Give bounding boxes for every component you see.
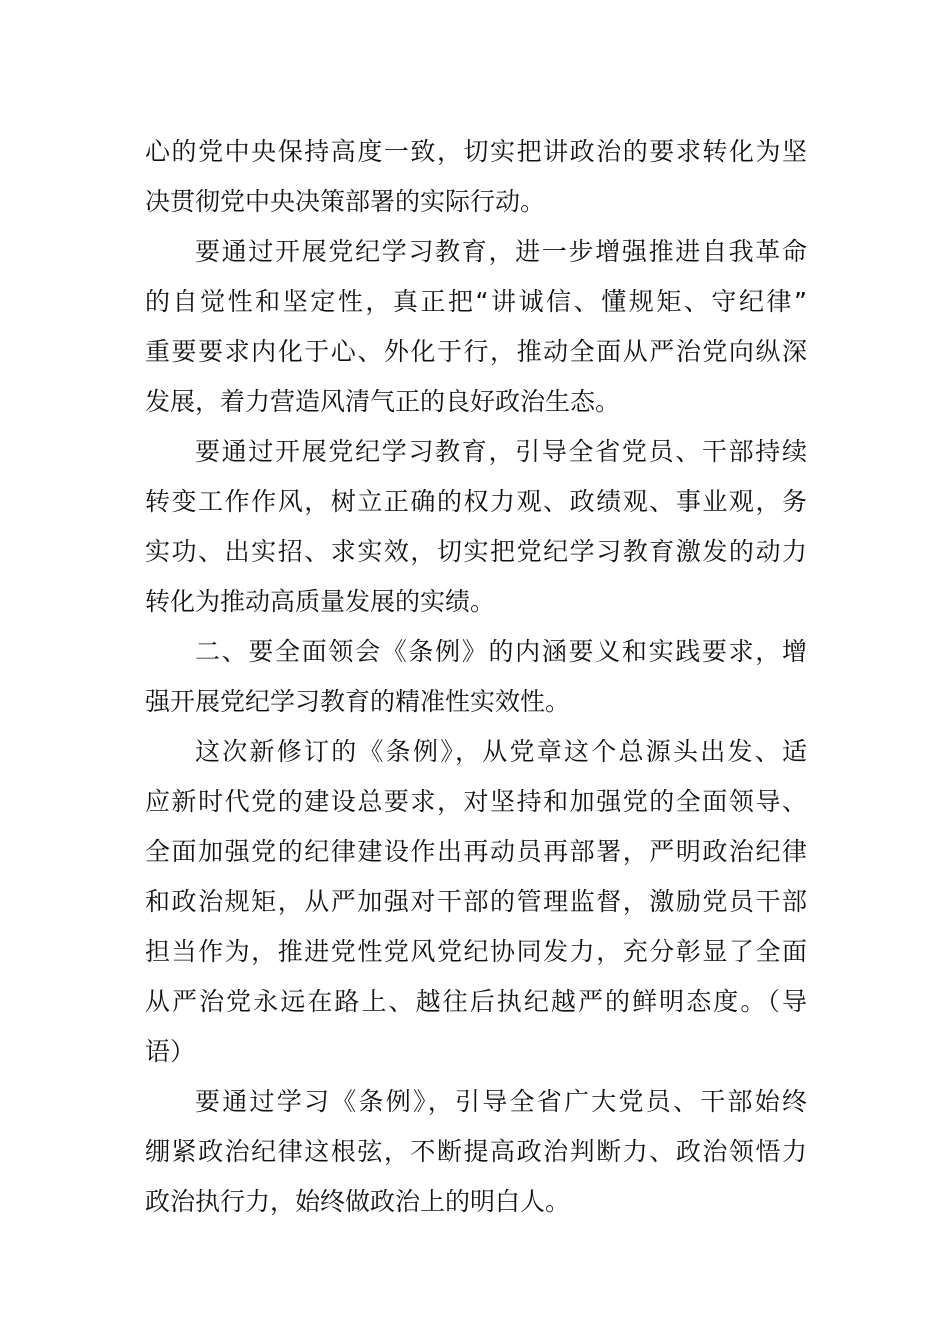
paragraph [145,227,807,427]
text-line: 发展，着力营造风清气正的良好政治生态。 [145,387,621,416]
text-line: 决贯彻党中央决策部署的实际行动。 [145,187,546,216]
paragraph [145,727,807,1077]
heading-line: 二、要全面领会《条例》的内涵要义和实践要求，增 [195,637,807,666]
document-body [145,127,807,1227]
text-line: 语） [145,1037,196,1066]
text-line: 实功、出实招、求实效，切实把党纪学习教育激发的动力 [145,537,807,566]
text-line: 要通过开展党纪学习教育，进一步增强推进自我革命 [195,237,807,266]
text-line: 和政治规矩，从严加强对干部的管理监督，激励党员干部 [145,887,807,916]
text-line: 重要要求内化于心、外化于行，推动全面从严治党向纵深 [145,337,807,366]
text-line: 政治执行力，始终做政治上的明白人。 [145,1187,571,1216]
text-line: 转变工作作风，树立正确的权力观、政绩观、事业观，务 [145,487,807,516]
text-line: 应新时代党的建设总要求，对坚持和加强党的全面领导、 [145,787,807,816]
section-heading [145,627,807,727]
text-line: 心的党中央保持高度一致，切实把讲政治的要求转化为坚 [145,137,807,166]
text-line: 这次新修订的《条例》，从党章这个总源头出发、适 [195,737,807,766]
text-line: 从严治党永远在路上、越往后执纪越严的鲜明态度。（导 [145,987,807,1016]
paragraph [145,1077,807,1227]
text-line: 全面加强党的纪律建设作出再动员再部署，严明政治纪律 [145,837,807,866]
text-line: 转化为推动高质量发展的实绩。 [145,587,496,616]
text-line: 的自觉性和坚定性，真正把“讲诚信、懂规矩、守纪律” [145,287,807,316]
paragraph-continuation [145,127,807,227]
text-line: 担当作为，推进党性党风党纪协同发力，充分彰显了全面 [145,937,807,966]
paragraph [145,427,807,627]
text-line: 要通过开展党纪学习教育，引导全省党员、干部持续 [195,437,807,466]
text-line: 要通过学习《条例》，引导全省广大党员、干部始终 [195,1087,807,1116]
text-line: 绷紧政治纪律这根弦，不断提高政治判断力、政治领悟力 [145,1137,807,1166]
heading-line: 强开展党纪学习教育的精准性实效性。 [145,687,571,716]
